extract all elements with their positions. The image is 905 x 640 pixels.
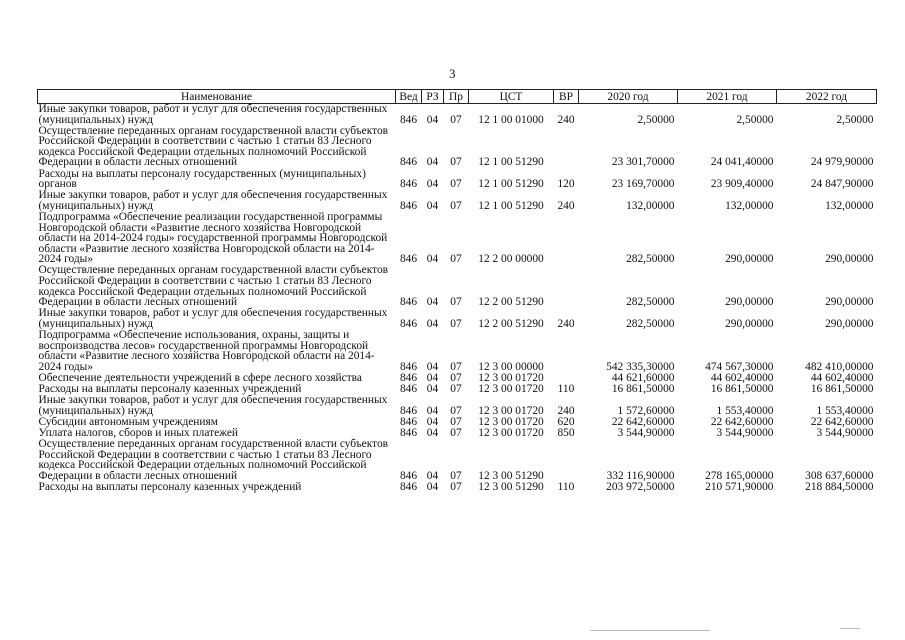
row-cst: 12 2 00 00000 (478, 253, 544, 266)
row-ved: 846 (399, 317, 418, 330)
row-2021: 22 642,60000 (710, 415, 774, 428)
row-2022: 2,50000 (836, 113, 874, 126)
row-rz: 04 (426, 371, 439, 384)
row-2021: 23 909,40000 (710, 178, 774, 191)
row-2021: 3 544,90000 (716, 426, 774, 439)
row-ved: 846 (399, 178, 418, 191)
row-ved: 846 (399, 360, 418, 373)
row-name: Иные закупки товаров, работ и услуг для обеспечения государственных (муниципальных) нужд (38, 394, 388, 417)
row-2020: 203 972,50000 (606, 480, 675, 493)
row-2020: 23 169,70000 (611, 178, 675, 191)
row-ved: 846 (399, 404, 418, 417)
row-name: Расходы на выплаты персоналу государственных (муниципальных) органов (38, 167, 366, 191)
row-2022: 290,00000 (825, 317, 874, 330)
row-2022: 1 553,40000 (816, 404, 874, 417)
row-2021: 474 567,30000 (705, 360, 774, 373)
table-row (38, 482, 877, 493)
row-cst: 12 2 00 51290 (478, 296, 544, 309)
row-2022: 132,00000 (825, 199, 874, 212)
header-vr: ВР (554, 90, 579, 104)
row-cst: 12 2 00 51290 (478, 317, 544, 330)
row-name: Осуществление переданных органам государственной власти субъектов Российской Федерации в соответствии с частью 1 статьи 83 Лесного кодекса Российской Федерации отдельных полномочий Российской Федерации в области лесных отношений (38, 124, 389, 169)
row-rz: 04 (426, 469, 439, 482)
scan-mark (590, 630, 710, 631)
row-ved: 846 (399, 296, 418, 309)
row-2022: 290,00000 (825, 253, 874, 266)
row-vr (554, 212, 579, 265)
header-ved: Вед (396, 90, 422, 104)
row-vr (554, 265, 579, 308)
row-cst: 12 3 00 01720 (478, 415, 544, 428)
row-ved: 846 (399, 480, 418, 493)
row-2020: 282,50000 (626, 317, 675, 330)
row-rz: 04 (426, 480, 439, 493)
row-ved: 846 (399, 415, 418, 428)
row-name: Расходы на выплаты персоналу казенных учреждений (38, 382, 302, 395)
header-name: Наименование (38, 90, 396, 104)
row-ved: 846 (399, 253, 418, 266)
row-pr: 07 (450, 253, 462, 266)
row-2020: 542 335,30000 (606, 360, 675, 373)
row-2022: 44 602,40000 (810, 371, 874, 384)
row-2020: 23 301,70000 (611, 156, 675, 169)
header-2020: 2020 год (579, 90, 678, 104)
header-pr: Пр (444, 90, 469, 104)
row-cst: 12 3 00 01720 (478, 382, 544, 395)
budget-table (37, 89, 877, 493)
row-2020: 282,50000 (626, 253, 675, 266)
row-2021: 278 165,00000 (705, 469, 774, 482)
header-2022: 2022 год (777, 90, 877, 104)
row-rz: 04 (426, 156, 439, 169)
row-rz: 04 (426, 113, 439, 126)
row-name: Иные закупки товаров, работ и услуг для обеспечения государственных (муниципальных) нужд (38, 189, 388, 212)
row-cst: 12 1 00 01000 (478, 113, 544, 126)
header-rz: РЗ (422, 90, 444, 104)
row-pr: 07 (450, 415, 462, 428)
header-2021: 2021 год (678, 90, 777, 104)
row-2022: 308 637,60000 (805, 469, 874, 482)
scan-mark (840, 628, 860, 629)
row-pr: 07 (450, 371, 462, 384)
row-2021: 44 602,40000 (710, 371, 774, 384)
row-pr: 07 (450, 426, 462, 439)
table-row (38, 330, 877, 373)
row-2022: 22 642,60000 (810, 415, 874, 428)
row-vr: 110 (557, 480, 575, 493)
row-2022: 16 861,50000 (810, 382, 874, 395)
row-vr: 120 (557, 178, 575, 191)
row-rz: 04 (426, 382, 439, 395)
row-ved: 846 (399, 426, 418, 439)
row-2021: 132,00000 (725, 199, 774, 212)
row-name: Субсидии автономным учреждениям (38, 415, 218, 428)
row-vr: 240 (557, 199, 575, 212)
row-ved: 846 (399, 199, 418, 212)
table-row (38, 212, 877, 265)
row-ved: 846 (399, 156, 418, 169)
row-pr: 07 (450, 317, 462, 330)
row-cst: 12 3 00 00000 (478, 360, 544, 373)
row-pr: 07 (450, 360, 462, 373)
row-rz: 04 (426, 404, 439, 417)
row-name: Иные закупки товаров, работ и услуг для обеспечения государственных (муниципальных) нужд (38, 307, 388, 330)
row-2022: 290,00000 (825, 296, 874, 309)
row-ved: 846 (399, 382, 418, 395)
row-2020: 332 116,90000 (606, 469, 675, 482)
row-name: Подпрограмма «Обеспечение реализации государственной программы Новгородской области «Развитие лесного хозяйства Новгородской области на 2014-2024 годы» государственной программы Новгородской области «Развитие лесного хозяйства Новгородской области на 2014-2024 годы» (38, 210, 388, 266)
row-2022: 218 884,50000 (805, 480, 874, 493)
row-rz: 04 (426, 426, 439, 439)
table-row (38, 439, 877, 482)
row-ved: 846 (399, 113, 418, 126)
table-row (38, 308, 877, 330)
row-rz: 04 (426, 178, 439, 191)
row-cst: 12 3 00 01720 (478, 371, 544, 384)
row-vr: 620 (557, 415, 575, 428)
table-row (38, 190, 877, 212)
table-body (38, 104, 877, 493)
row-cst: 12 1 00 51290 (478, 199, 544, 212)
row-cst: 12 3 00 51290 (478, 480, 544, 493)
row-pr: 07 (450, 296, 462, 309)
table-row (38, 126, 877, 169)
row-2021: 290,00000 (725, 296, 774, 309)
row-vr: 110 (557, 382, 575, 395)
row-2020: 16 861,50000 (611, 382, 675, 395)
row-cst: 12 1 00 51290 (478, 178, 544, 191)
row-2021: 290,00000 (725, 253, 774, 266)
row-pr: 07 (450, 178, 462, 191)
row-vr: 240 (557, 317, 575, 330)
row-2021: 2,50000 (736, 113, 774, 126)
row-2020: 132,00000 (626, 199, 675, 212)
row-2022: 3 544,90000 (816, 426, 874, 439)
table-row (38, 395, 877, 417)
row-name: Осуществление переданных органам государственной власти субъектов Российской Федерации в соответствии с частью 1 статьи 83 Лесного кодекса Российской Федерации отдельных полномочий Российской Федерации в области лесных отношений (38, 437, 389, 482)
row-pr: 07 (450, 156, 462, 169)
row-cst: 12 1 00 51290 (478, 156, 544, 169)
row-name: Подпрограмма «Обеспечение использования, охраны, защиты и воспроизводства лесов» государственной программы Новгородской области «Развитие лесного хозяйства Новгородской области на 2014-2024 годы» (38, 328, 375, 373)
row-pr: 07 (450, 382, 462, 395)
row-vr: 240 (557, 404, 575, 417)
row-2022: 24 847,90000 (810, 178, 874, 191)
row-vr: 240 (557, 113, 575, 126)
row-rz: 04 (426, 296, 439, 309)
row-2020: 1 572,60000 (617, 404, 675, 417)
row-2022: 24 979,90000 (810, 156, 874, 169)
row-2020: 22 642,60000 (611, 415, 675, 428)
row-name: Осуществление переданных органам государственной власти субъектов Российской Федерации в соответствии с частью 1 статьи 83 Лесного кодекса Российской Федерации отдельных полномочий Российской Федерации в области лесных отношений (38, 264, 389, 309)
row-2022: 482 410,00000 (805, 360, 874, 373)
row-pr: 07 (450, 480, 462, 493)
row-2020: 282,50000 (626, 296, 675, 309)
row-pr: 07 (450, 404, 462, 417)
table-row (38, 169, 877, 191)
row-cst: 12 3 00 01720 (478, 426, 544, 439)
row-2021: 210 571,90000 (705, 480, 774, 493)
table-row (38, 104, 877, 126)
row-rz: 04 (426, 199, 439, 212)
row-2021: 16 861,50000 (710, 382, 774, 395)
row-pr: 07 (450, 469, 462, 482)
row-vr: 850 (557, 426, 575, 439)
row-2021: 1 553,40000 (716, 404, 774, 417)
row-rz: 04 (426, 317, 439, 330)
row-pr: 07 (450, 199, 462, 212)
row-2021: 24 041,40000 (710, 156, 774, 169)
row-2020: 2,50000 (637, 113, 675, 126)
header-cst: ЦСТ (469, 90, 554, 104)
row-ved: 846 (399, 371, 418, 384)
row-cst: 12 3 00 01720 (478, 404, 544, 417)
row-pr: 07 (450, 113, 462, 126)
row-rz: 04 (426, 360, 439, 373)
row-name: Обеспечение деятельности учреждений в сфере лесного хозяйства (38, 371, 362, 384)
row-2020: 3 544,90000 (617, 426, 675, 439)
row-rz: 04 (426, 415, 439, 428)
row-vr (554, 126, 579, 169)
row-vr (554, 330, 579, 373)
row-ved: 846 (399, 469, 418, 482)
table-header-row (38, 90, 877, 104)
page-number: 3 (449, 66, 456, 81)
table-row (38, 265, 877, 308)
row-name: Иные закупки товаров, работ и услуг для обеспечения государственных (муниципальных) нужд (38, 103, 388, 126)
row-2021: 290,00000 (725, 317, 774, 330)
row-cst: 12 3 00 51290 (478, 469, 544, 482)
row-name: Уплата налогов, сборов и иных платежей (38, 426, 238, 439)
row-rz: 04 (426, 253, 439, 266)
row-name: Расходы на выплаты персоналу казенных учреждений (38, 480, 302, 493)
row-vr (554, 439, 579, 482)
row-2020: 44 621,60000 (611, 371, 675, 384)
